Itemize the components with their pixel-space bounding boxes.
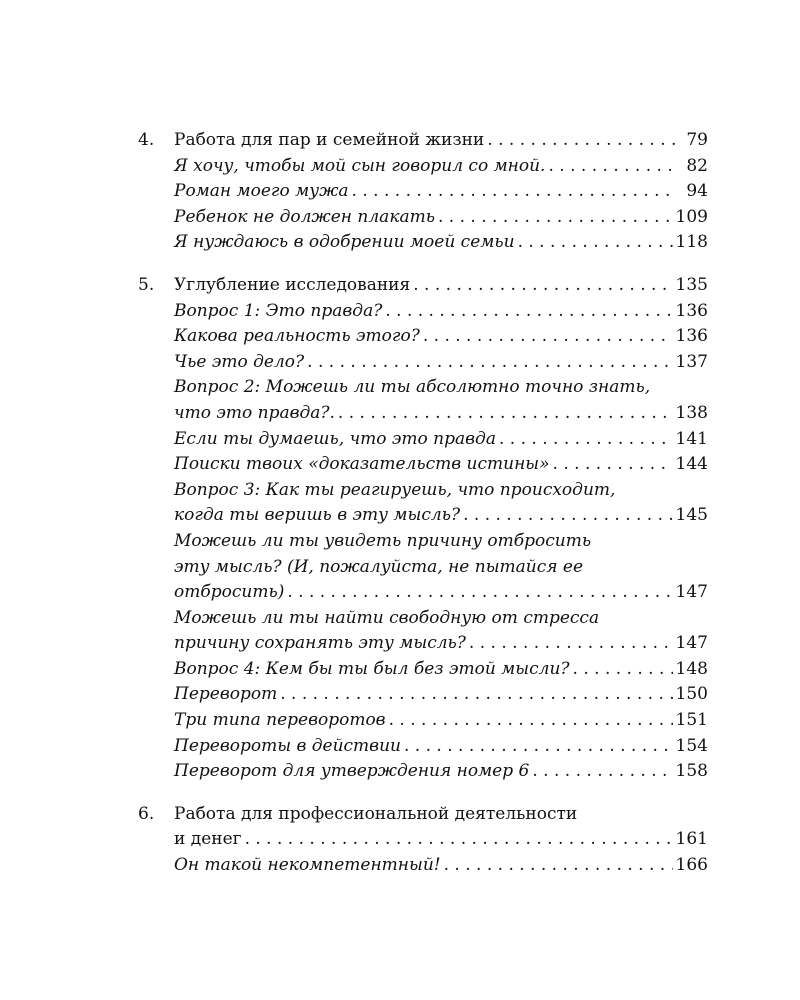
entry-title: Можешь ли ты найти свободную от стресса	[174, 607, 600, 628]
page-number: 166	[675, 855, 708, 876]
dot-leader	[280, 682, 672, 708]
page-number: 144	[675, 454, 708, 475]
entry-title: Он такой некомпетентный!	[174, 855, 441, 876]
entry-title: причину сохранять эту мысль?	[174, 633, 466, 654]
dot-leader	[352, 179, 677, 205]
toc-row[interactable]	[138, 427, 708, 453]
entry-title: Вопрос 4: Кем бы ты был без этой мысли?	[174, 658, 570, 679]
toc-row[interactable]	[138, 555, 708, 581]
toc-row[interactable]	[138, 452, 708, 478]
entry-title: когда ты веришь в эту мысль?	[174, 505, 461, 526]
dot-leader	[444, 853, 673, 879]
dot-leader	[553, 452, 673, 478]
dot-leader	[518, 230, 673, 256]
toc-row[interactable]	[138, 375, 708, 401]
entry-title: Поиски твоих «доказательств истины»	[174, 454, 550, 475]
toc-row[interactable]	[138, 128, 708, 154]
chapter-block	[138, 273, 708, 785]
chapter-number: 4.	[138, 130, 155, 150]
entry-title: Переворот	[174, 684, 278, 705]
entry-title: Ребенок не должен плакать	[174, 206, 435, 227]
chapter-title: Работа для пар и семейной жизни	[174, 130, 485, 150]
toc-row[interactable]	[138, 503, 708, 529]
toc-row[interactable]	[138, 734, 708, 760]
dot-leader	[463, 503, 672, 529]
chapter-title: Углубление исследования	[174, 274, 411, 295]
dot-leader	[389, 708, 673, 734]
toc-row[interactable]	[138, 299, 708, 325]
entry-title: Вопрос 2: Можешь ли ты абсолютно точно знать,	[174, 377, 651, 398]
dot-leader	[438, 205, 673, 231]
toc-row[interactable]	[138, 478, 708, 504]
entry-title: Если ты думаешь, что это правда	[174, 428, 496, 449]
dot-leader	[245, 827, 673, 853]
toc-row[interactable]	[138, 827, 708, 853]
toc-row[interactable]	[138, 759, 708, 785]
toc-row[interactable]	[138, 580, 708, 606]
entry-title: Вопрос 3: Как ты реагируешь, что происходит,	[174, 479, 616, 500]
entry-title: Перевороты в действии	[174, 735, 401, 756]
page-number: 79	[686, 130, 708, 150]
page-number: 135	[675, 274, 708, 295]
page-number: 94	[686, 181, 708, 202]
dot-leader	[307, 350, 672, 376]
toc-row[interactable]	[138, 606, 708, 632]
page-number: 136	[675, 326, 708, 347]
dot-leader	[404, 734, 673, 760]
toc-row[interactable]	[138, 179, 708, 205]
entry-title: Чье это дело?	[174, 351, 305, 372]
page-number: 158	[675, 761, 708, 782]
dot-leader	[548, 154, 677, 180]
page-number: 145	[675, 505, 708, 526]
chapter-title: Работа для профессиональной деятельности	[174, 803, 578, 824]
chapter-number: 5.	[138, 274, 155, 295]
page-number: 151	[675, 710, 708, 731]
page-number: 136	[675, 300, 708, 321]
entry-title: Вопрос 1: Это правда?	[174, 300, 383, 321]
dot-leader	[487, 128, 677, 154]
page-number: 150	[675, 684, 708, 705]
dot-leader	[532, 759, 672, 785]
entry-title: Я хочу, чтобы мой сын говорил со мной.	[174, 155, 546, 176]
toc-row[interactable]	[138, 853, 708, 879]
chapter-block	[138, 802, 708, 879]
page-number: 147	[675, 633, 708, 654]
entry-title: что это правда?.	[174, 402, 335, 423]
toc-row[interactable]	[138, 324, 708, 350]
toc-row[interactable]	[138, 401, 708, 427]
toc-row[interactable]	[138, 154, 708, 180]
dot-leader	[413, 273, 672, 299]
page-number: 118	[675, 232, 708, 253]
page-number: 154	[675, 735, 708, 756]
page-number: 137	[675, 351, 708, 372]
entry-title: отбросить)	[174, 582, 285, 603]
page-number: 161	[675, 829, 708, 850]
toc-row[interactable]	[138, 273, 708, 299]
chapter-number: 6.	[138, 803, 155, 824]
page-number: 148	[675, 658, 708, 679]
toc-row[interactable]	[138, 657, 708, 683]
toc-row[interactable]	[138, 802, 708, 828]
entry-title: Переворот для утверждения номер 6	[174, 761, 530, 782]
dot-leader	[499, 427, 673, 453]
dot-leader	[469, 631, 673, 657]
entry-title: эту мысль? (И, пожалуйста, не пытайся ее	[174, 556, 584, 577]
toc-row[interactable]	[138, 529, 708, 555]
entry-title: Можешь ли ты увидеть причину отбросить	[174, 530, 592, 551]
dot-leader	[338, 401, 673, 427]
toc-row[interactable]	[138, 708, 708, 734]
toc-row[interactable]	[138, 631, 708, 657]
table-of-contents	[138, 128, 708, 896]
toc-row[interactable]	[138, 350, 708, 376]
page-number: 141	[675, 428, 708, 449]
toc-row[interactable]	[138, 230, 708, 256]
dot-leader	[385, 299, 672, 325]
dot-leader	[287, 580, 672, 606]
chapter-title: и денег	[174, 829, 242, 850]
toc-row[interactable]	[138, 205, 708, 231]
entry-title: Три типа переворотов	[174, 710, 386, 731]
chapter-block	[138, 128, 708, 256]
entry-title: Роман моего мужа	[174, 181, 349, 202]
page-number: 109	[675, 206, 708, 227]
toc-row[interactable]	[138, 682, 708, 708]
entry-title: Я нуждаюсь в одобрении моей семьи	[174, 232, 515, 253]
page-number: 138	[675, 402, 708, 423]
page-number: 82	[686, 155, 708, 176]
entry-title: Какова реальность этого?	[174, 326, 420, 347]
page-number: 147	[675, 582, 708, 603]
dot-leader	[573, 657, 673, 683]
dot-leader	[423, 324, 673, 350]
